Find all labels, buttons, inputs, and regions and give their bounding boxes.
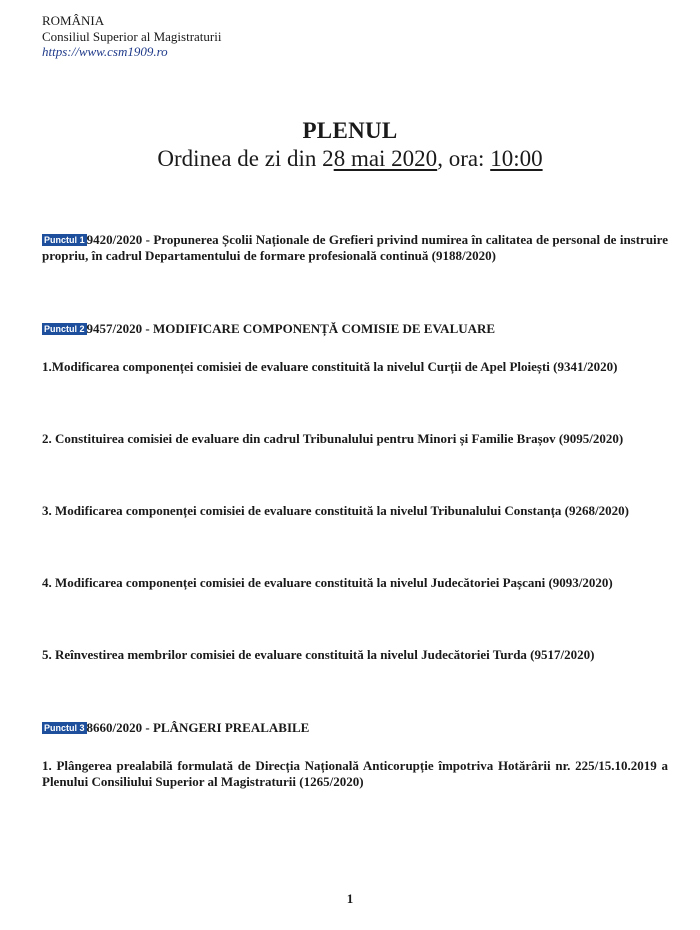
subitem-2-4: 4. Modificarea componenței comisiei de evaluare constituită la nivelul Judecătoriei Pașcani (9093/2020) <box>42 575 613 590</box>
item-text: 9457/2020 - MODIFICARE COMPONENȚĂ COMISIE DE EVALUARE <box>86 321 496 336</box>
agenda-item-2 <box>42 321 668 337</box>
page-number: 1 <box>346 891 354 906</box>
item-badge[interactable]: Punctul 1 <box>44 235 85 245</box>
item-text: 8660/2020 - PLÂNGERI PREALABILE <box>86 720 310 735</box>
subitem-2-2: 2. Constituirea comisiei de evaluare din cadrul Tribunalului pentru Minori și Familie Brașov (9095/2020) <box>42 431 624 446</box>
subitem-3-1: 1. Plângerea prealabilă formulată de Direcția Națională Anticorupție împotriva Hotărârii nr. 225/15.10.2019 a Plenului Consiliului Superior al Magistraturii (1265/2020) <box>42 758 668 789</box>
subitem-2-5: 5. Reînvestirea membrilor comisiei de evaluare constituită la nivelul Judecătoriei Turda (9517/2020) <box>42 647 595 662</box>
page-title: PLENUL <box>302 118 398 143</box>
agenda-item-1 <box>42 232 668 264</box>
website-link[interactable]: https://www.csm1909.ro <box>42 44 168 59</box>
item-badge[interactable]: Punctul 2 <box>44 324 85 334</box>
meeting-date: 8 mai 2020 <box>333 146 438 171</box>
country-name: ROMÂNIA <box>42 13 105 28</box>
subtitle-time-label: , ora: <box>437 146 491 171</box>
meeting-time: 10:00 <box>490 146 543 171</box>
agenda-date-line <box>0 146 700 172</box>
agenda-item-3 <box>42 720 668 736</box>
subtitle-prefix: Ordinea de zi din 2 <box>157 146 334 171</box>
item-badge[interactable]: Punctul 3 <box>44 723 85 733</box>
institution-name: Consiliul Superior al Magistraturii <box>42 28 222 44</box>
item-text: 9420/2020 - Propunerea Școlii Naționale de Grefieri privind numirea în calitatea de personal de instruire propriu, în cadrul Departamentului de formare profesională continuă (9188/2020) <box>42 232 668 263</box>
subitem-2-3: 3. Modificarea componenței comisiei de evaluare constituită la nivelul Tribunalului Constanța (9268/2020) <box>42 503 629 518</box>
document-header <box>42 13 221 60</box>
subitem-2-1: 1.Modificarea componenței comisiei de evaluare constituită la nivelul Curții de Apel Ploiești (9341/2020) <box>42 359 618 374</box>
